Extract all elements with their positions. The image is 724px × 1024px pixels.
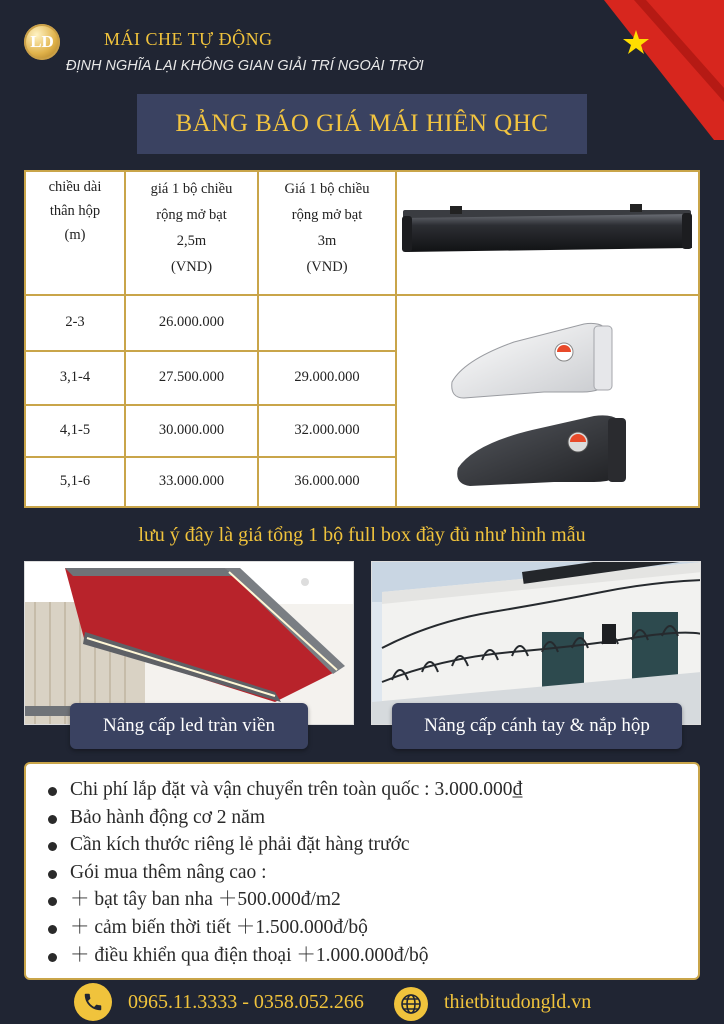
motor-bracket-image [444, 320, 650, 500]
table-cell-price-2-5m: 27.500.000 [158, 369, 225, 386]
table-header-length: chiều dài thân hộp (m) [48, 179, 102, 243]
globe-icon [394, 987, 428, 1021]
table-cell-length: 5,1-6 [59, 473, 91, 490]
info-item: Cần kích thước riêng lẻ phải đặt hàng trước [48, 831, 698, 859]
brand-tagline: ĐỊNH NGHĨA LẠI KHÔNG GIAN GIẢI TRÍ NGOÀI TRỜI [66, 58, 424, 74]
table-cell-price-3m: 36.000.000 [294, 473, 360, 490]
price-table-title: BẢNG BÁO GIÁ MÁI HIÊN QHC [137, 94, 587, 154]
info-item: ＋ bạt tây ban nha ＋500.000đ/m2 [48, 886, 698, 914]
info-item: ＋ cảm biến thời tiết ＋1.500.000đ/bộ [48, 914, 698, 942]
phone-icon [74, 983, 112, 1021]
table-cell-price-2-5m: 30.000.000 [158, 422, 225, 439]
vietnam-flag-icon [564, 0, 724, 140]
brand-logo: LD [24, 24, 60, 60]
table-cell-price-3m: 32.000.000 [294, 422, 360, 439]
table-cell-price-3m [259, 296, 395, 350]
led-upgrade-photo [24, 561, 354, 725]
info-item: Gói mua thêm nâng cao : [48, 859, 698, 887]
website-link[interactable]: thietbitudongld.vn [444, 991, 592, 1013]
awning-box-image [400, 202, 696, 262]
phone-numbers[interactable]: 0965.11.3333 - 0358.052.266 [128, 991, 364, 1013]
info-item: Bảo hành động cơ 2 năm [48, 804, 698, 832]
led-upgrade-label: Nâng cấp led tràn viền [70, 703, 308, 749]
arm-cover-upgrade-photo [371, 561, 701, 725]
info-box [24, 762, 700, 980]
table-cell-length: 4,1-5 [59, 422, 91, 439]
info-item: ＋ điều khiển qua điện thoại ＋1.000.000đ/bộ [48, 942, 698, 970]
table-header-price-3m: Giá 1 bộ chiều rộng mở bạt 3m (VND) [284, 181, 370, 276]
table-cell-price-3m: 29.000.000 [294, 369, 360, 386]
table-header-price-2-5m: giá 1 bộ chiều rộng mở bạt 2,5m (VND) [150, 181, 233, 276]
table-cell-length: 3,1-4 [59, 369, 91, 386]
table-cell-length: 2-3 [65, 314, 85, 331]
price-table [24, 170, 700, 508]
arm-cover-upgrade-label: Nâng cấp cánh tay & nắp hộp [392, 703, 682, 749]
table-cell-price-2-5m: 26.000.000 [158, 314, 225, 331]
brand-name: MÁI CHE TỰ ĐỘNG [104, 29, 273, 49]
table-cell-price-2-5m: 33.000.000 [158, 473, 225, 490]
info-item: Chi phí lắp đặt và vận chuyển trên toàn quốc : 3.000.000₫ [48, 776, 698, 804]
price-note: lưu ý đây là giá tổng 1 bộ full box đầy đủ như hình mẫu [138, 524, 586, 546]
info-list [48, 776, 698, 969]
